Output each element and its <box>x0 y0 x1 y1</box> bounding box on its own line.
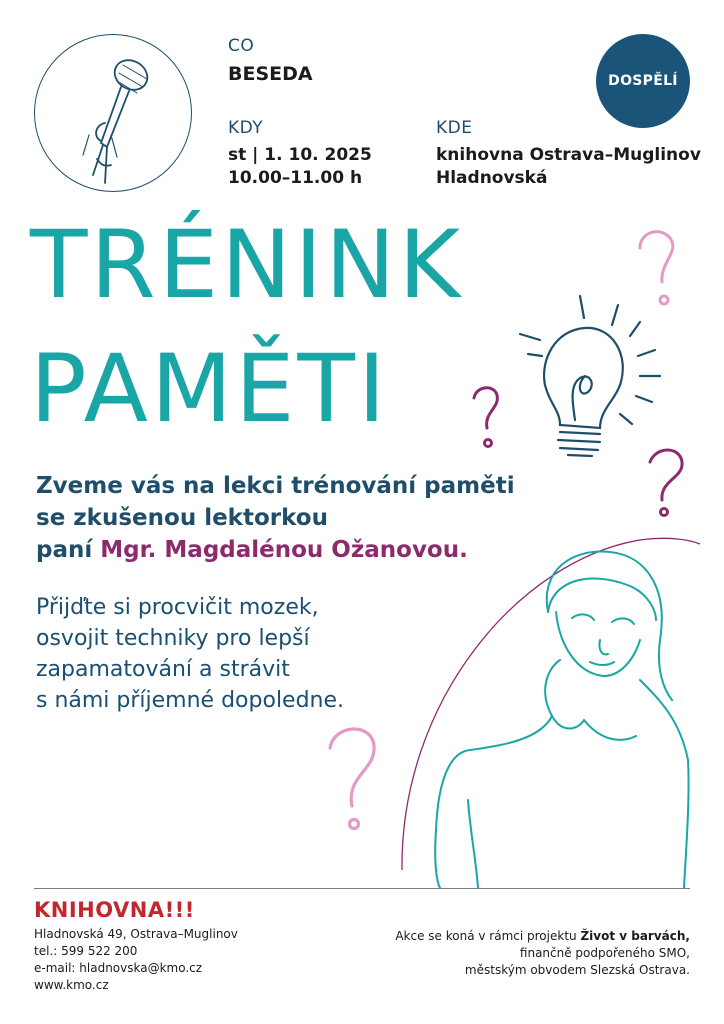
microphone-circle <box>34 34 192 192</box>
project-line-2: finančně podpořeného SMO, <box>519 946 690 960</box>
lightbulb-icon <box>520 296 660 456</box>
body-paragraph <box>36 592 456 716</box>
body-line-4: s námi příjemné dopoledne. <box>36 688 345 713</box>
body-line-1: Přijďte si procvičit mozek, <box>36 595 319 620</box>
project-line-1 <box>395 928 690 945</box>
co-label: CO <box>228 36 255 56</box>
lead-line-3 <box>36 534 596 566</box>
title-line-2: PAMĚTI <box>30 335 389 444</box>
project-line-3: městským obvodem Slezská Ostrava. <box>464 963 690 977</box>
body-line-3: zapamatování a strávit <box>36 657 290 682</box>
microphone-icon <box>35 35 193 193</box>
body-line-2: osvojit techniky pro lepší <box>36 626 310 651</box>
project-prefix: Akce se koná v rámci projektu <box>395 929 581 943</box>
event-place: knihovna Ostrava–Muglinov <box>436 145 701 165</box>
library-logo: KNIHOVNA!!! <box>34 898 195 922</box>
kde-label: KDE <box>436 118 473 138</box>
contact-block <box>34 926 238 994</box>
project-note <box>395 928 690 979</box>
title-line-1: TRÉNINK <box>30 211 464 320</box>
lecturer-name: Mgr. Magdalénou Ožanovou. <box>100 537 468 563</box>
thinking-woman-illustration <box>435 552 688 888</box>
footer-divider <box>34 888 690 889</box>
question-mark-icon <box>474 388 497 447</box>
lead-paragraph <box>36 470 596 566</box>
event-date: st | 1. 10. 2025 <box>228 145 372 165</box>
project-name: Život v barvách, <box>580 929 690 943</box>
lead-prefix: paní <box>36 537 101 563</box>
lead-line-1: Zveme vás na lekci trénování paměti <box>36 473 515 499</box>
contact-email: e-mail: hladnovska@kmo.cz <box>34 961 203 975</box>
contact-phone: tel.: 599 522 200 <box>34 944 138 958</box>
contact-web: www.kmo.cz <box>34 978 109 992</box>
event-time: 10.00–11.00 h <box>228 168 363 188</box>
kdy-label: KDY <box>228 118 264 138</box>
question-mark-icon <box>640 232 673 304</box>
contact-address: Hladnovská 49, Ostrava–Muglinov <box>34 927 238 941</box>
event-street: Hladnovská <box>436 168 548 188</box>
lead-line-2: se zkušenou lektorkou <box>36 505 328 531</box>
question-mark-icon <box>650 450 682 516</box>
question-mark-icon <box>330 729 374 829</box>
event-type: BESEDA <box>228 63 313 85</box>
audience-badge: DOSPĚLÍ <box>596 34 690 128</box>
